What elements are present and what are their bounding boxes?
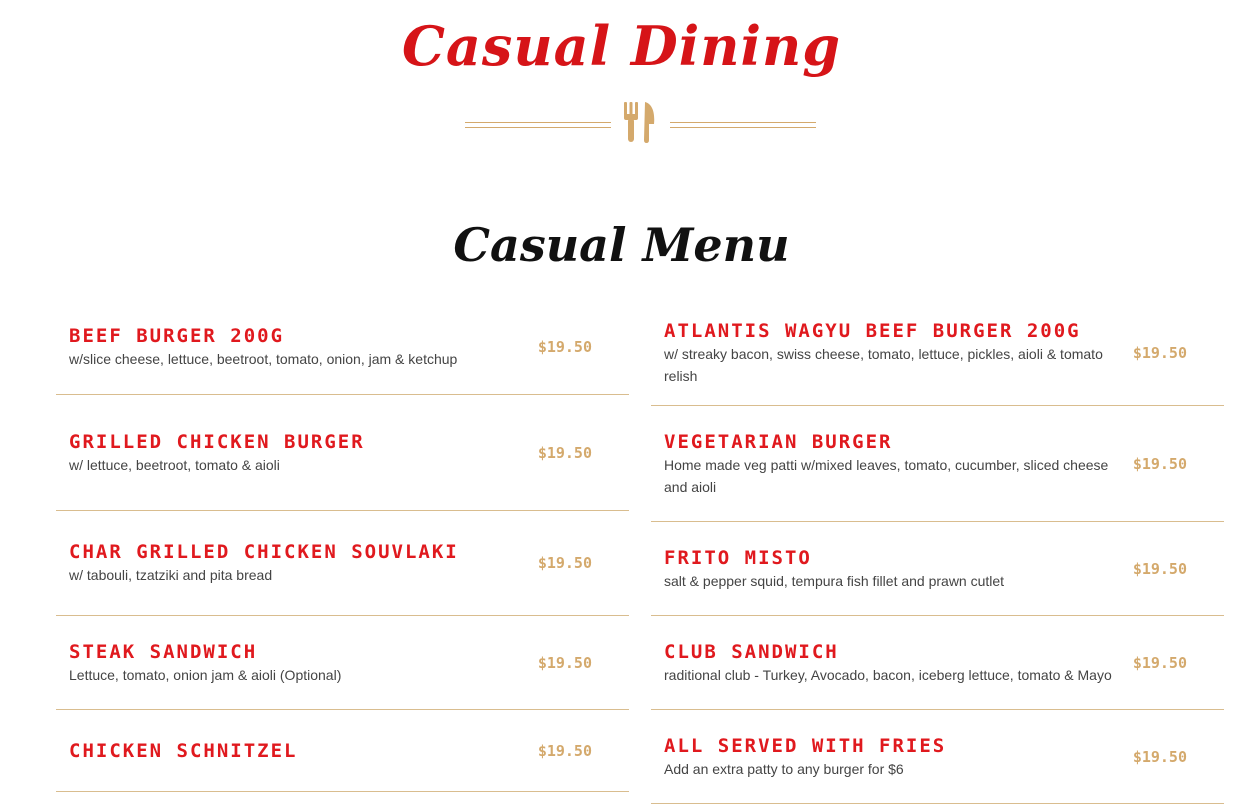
menu-item-price: $19.50	[1132, 559, 1187, 578]
menu-item-price: $19.50	[1132, 343, 1187, 362]
menu-item-price: $19.50	[537, 554, 592, 572]
menu-item-desc: Lettuce, tomato, onion jam & aioli (Optional)	[69, 666, 342, 683]
menu-item	[651, 300, 1224, 406]
divider-line-right	[670, 122, 816, 128]
menu-item-name: STEAK SANDWICH	[69, 640, 258, 663]
menu-item	[651, 522, 1224, 616]
menu-item	[56, 511, 629, 616]
menu-item-desc: Add an extra patty to any burger for $6	[664, 760, 904, 777]
menu-item	[651, 710, 1224, 804]
menu-item-price: $19.50	[537, 653, 592, 672]
page-title: Casual Dining	[401, 14, 842, 78]
menu-item-price: $19.50	[537, 443, 592, 462]
menu-item-desc: raditional club - Turkey, Avocado, bacon, iceberg lettuce, tomato & Mayo	[664, 666, 1112, 683]
menu-item-price: $19.50	[537, 338, 592, 356]
menu-column-left	[56, 300, 629, 792]
menu-item	[56, 710, 629, 792]
menu-item-desc: w/slice cheese, lettuce, beetroot, tomato, onion, jam & ketchup	[69, 351, 458, 367]
menu-item-desc: salt & pepper squid, tempura fish fillet and prawn cutlet	[664, 572, 1005, 589]
cutlery-icon	[623, 100, 657, 144]
menu-item	[651, 616, 1224, 710]
divider-line-left	[465, 122, 611, 128]
menu-item-name: CHICKEN SCHNITZEL	[69, 739, 298, 762]
menu-item-name: CHAR GRILLED CHICKEN SOUVLAKI	[69, 541, 459, 563]
menu-item-price: $19.50	[537, 741, 592, 760]
menu-item-desc: w/ tabouli, tzatziki and pita bread	[69, 567, 273, 583]
title-divider	[465, 100, 816, 144]
menu-item-name: BEEF BURGER 200G	[69, 325, 285, 347]
menu-item	[651, 406, 1224, 522]
menu-item-name: ATLANTIS WAGYU BEEF BURGER 200G	[664, 319, 1081, 342]
menu-column-right	[651, 300, 1224, 804]
menu-item	[56, 616, 629, 710]
menu-item-price: $19.50	[1132, 454, 1187, 473]
menu-item-desc: w/ lettuce, beetroot, tomato & aioli	[69, 456, 280, 473]
menu-item-name: CLUB SANDWICH	[664, 640, 839, 663]
menu-item-name: GRILLED CHICKEN BURGER	[69, 430, 365, 453]
menu-item-name: FRITO MISTO	[664, 546, 812, 569]
menu-item-name: ALL SERVED WITH FRIES	[664, 734, 947, 757]
section-title: Casual Menu	[453, 218, 790, 272]
menu-item	[56, 395, 629, 511]
menu-item	[56, 300, 629, 395]
menu-item-name: VEGETARIAN BURGER	[664, 430, 893, 453]
menu-item-desc: w/ streaky bacon, swiss cheese, tomato, lettuce, pickles, aioli & tomato relish	[664, 345, 1103, 384]
menu-item-price: $19.50	[1132, 747, 1187, 766]
menu-item-desc: Home made veg patti w/mixed leaves, tomato, cucumber, sliced cheese and aioli	[664, 456, 1109, 495]
menu-item-price: $19.50	[1132, 653, 1187, 672]
